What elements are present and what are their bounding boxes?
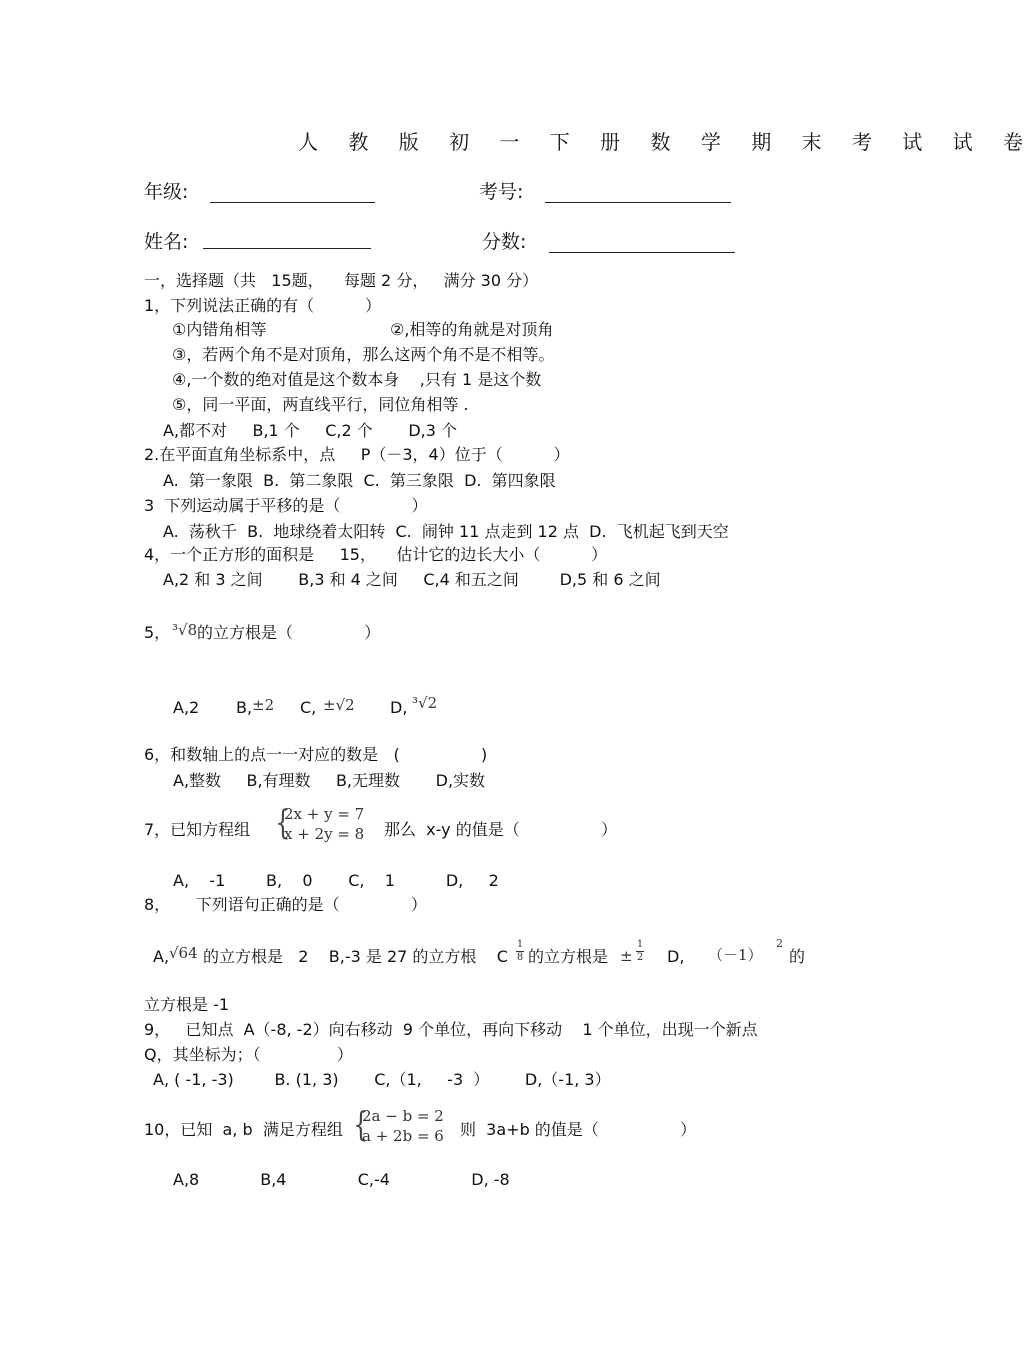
q5-option-a: A,2 bbox=[173, 698, 200, 717]
q7-equation-1: 2x + y = 7 bbox=[284, 805, 365, 823]
q8-option-d-continuation: 立方根是 -1 bbox=[144, 995, 230, 1014]
q10-equation-system bbox=[350, 1107, 460, 1149]
q5-option-d-expression: ³√2 bbox=[412, 694, 438, 712]
q8-option-c-denominator: 8 bbox=[516, 952, 524, 963]
q4-options: A,2 和 3 之间 B,3 和 4 之间 C,4 和五之间 D,5 和 6 之间 bbox=[163, 570, 661, 589]
q1-statement-1: ①内错角相等 bbox=[172, 320, 267, 339]
grade-field[interactable] bbox=[210, 202, 375, 203]
score-field[interactable] bbox=[549, 252, 735, 253]
q10-brace: { bbox=[353, 1105, 369, 1145]
q9-options: A, ( -1, -3) B. (1, 3) C,（1, -3 ） D,（-1, 3） bbox=[153, 1070, 611, 1089]
q5-stem: 的立方根是（ ） bbox=[197, 623, 381, 642]
q8-option-c-text: 的立方根是 bbox=[528, 947, 609, 966]
q6-options: A,整数 B,有理数 B,无理数 D,实数 bbox=[173, 771, 486, 790]
q1-options: A,都不对 B,1 个 C,2 个 D,3 个 bbox=[163, 421, 458, 440]
exam-no-label: 考号: bbox=[479, 181, 524, 203]
q7-equation-system bbox=[272, 805, 382, 847]
q2-stem: 2.在平面直角坐标系中，点 P（－3，4）位于（ ） bbox=[144, 445, 570, 464]
q7-stem-suffix: 那么 x-y 的值是（ ） bbox=[384, 820, 618, 839]
q1-stem: 1，下列说法正确的有（ ） bbox=[144, 296, 382, 315]
q8-option-a-prefix: A, bbox=[153, 947, 170, 966]
q8-stem: 8， 下列语句正确的是（ ） bbox=[144, 895, 427, 914]
q8-option-c-answer-fraction bbox=[634, 940, 646, 963]
q5-option-c-expression: ±√2 bbox=[323, 696, 355, 714]
q5-cube-root-expression: ³√8 bbox=[172, 621, 198, 639]
q10-equation-2: a + 2b = 6 bbox=[362, 1127, 444, 1145]
q8-option-c-fraction bbox=[514, 940, 526, 963]
name-field[interactable] bbox=[203, 248, 371, 249]
q8-option-c-answer-denominator: 2 bbox=[636, 952, 644, 963]
q8-option-d-expression: （－1） bbox=[708, 946, 763, 964]
q8-option-c-numerator: 1 bbox=[516, 939, 524, 950]
q1-statement-4: ④,一个数的绝对值是这个数本身 ,只有 1 是这个数 bbox=[172, 370, 542, 389]
q7-brace: { bbox=[275, 803, 291, 843]
q1-statement-5: ⑤，同一平面，两直线平行，同位角相等 . bbox=[172, 395, 469, 414]
q4-stem: 4，一个正方形的面积是 15， 估计它的边长大小（ ） bbox=[144, 545, 608, 564]
q5-number: 5， bbox=[144, 623, 171, 642]
q5-option-d: D, bbox=[390, 698, 408, 717]
q10-equation-1: 2a − b = 2 bbox=[362, 1107, 444, 1125]
q7-stem-prefix: 7，已知方程组 bbox=[144, 820, 251, 839]
q8-option-a-b-text: 的立方根是 2 B,-3 是 27 的立方根 C bbox=[203, 947, 508, 966]
q5-option-b-expression: ±2 bbox=[252, 696, 275, 714]
q8-option-d-exponent: 2 bbox=[776, 937, 783, 950]
grade-label: 年级: bbox=[144, 181, 189, 203]
q1-statement-2: ②,相等的角就是对顶角 bbox=[390, 320, 554, 339]
q7-options: A, -1 B, 0 C, 1 D, 2 bbox=[173, 871, 499, 890]
q8-option-d-prefix: D, bbox=[667, 947, 685, 966]
q6-stem: 6，和数轴上的点一一对应的数是 ( ) bbox=[144, 745, 488, 764]
q5-option-b: B, bbox=[236, 698, 253, 717]
q5-option-c: C, bbox=[300, 698, 317, 717]
exam-no-field[interactable] bbox=[545, 202, 731, 203]
q9-stem-continued: Q，其坐标为；（ ） bbox=[144, 1045, 353, 1064]
q3-options: A. 荡秋千 B. 地球绕着太阳转 C. 闹钟 11 点走到 12 点 D. 飞机起飞到天空 bbox=[163, 522, 729, 541]
q1-statement-3: ③，若两个角不是对顶角，那么这两个角不是不相等。 bbox=[172, 345, 555, 364]
q8-option-d-suffix: 的 bbox=[789, 947, 806, 966]
name-label: 姓名: bbox=[144, 231, 189, 253]
q9-stem: 9， 已知点 A（-8, -2）向右移动 9 个单位，再向下移动 1 个单位，出现一个新点 bbox=[144, 1020, 758, 1039]
section-heading: 一，选择题（共 15题， 每题 2 分， 满分 30 分） bbox=[144, 271, 539, 290]
q10-options: A,8 B,4 C,-4 D, -8 bbox=[173, 1170, 510, 1189]
q8-option-a-expression: √64 bbox=[169, 944, 198, 962]
q3-stem: 3 下列运动属于平移的是（ ） bbox=[144, 496, 428, 515]
q2-options: A. 第一象限 B. 第二象限 C. 第三象限 D. 第四象限 bbox=[163, 471, 556, 490]
q8-option-c-plus-minus: ± bbox=[620, 947, 633, 965]
q7-equation-2: x + 2y = 8 bbox=[284, 825, 365, 843]
score-label: 分数: bbox=[482, 231, 527, 253]
q8-option-c-answer-numerator: 1 bbox=[636, 939, 644, 950]
page-title: 人 教 版 初 一 下 册 数 学 期 末 考 试 试 卷 bbox=[298, 130, 1035, 154]
q10-stem-prefix: 10，已知 a, b 满足方程组 bbox=[144, 1120, 343, 1139]
q10-stem-suffix: 则 3a+b 的值是（ ） bbox=[460, 1120, 697, 1139]
